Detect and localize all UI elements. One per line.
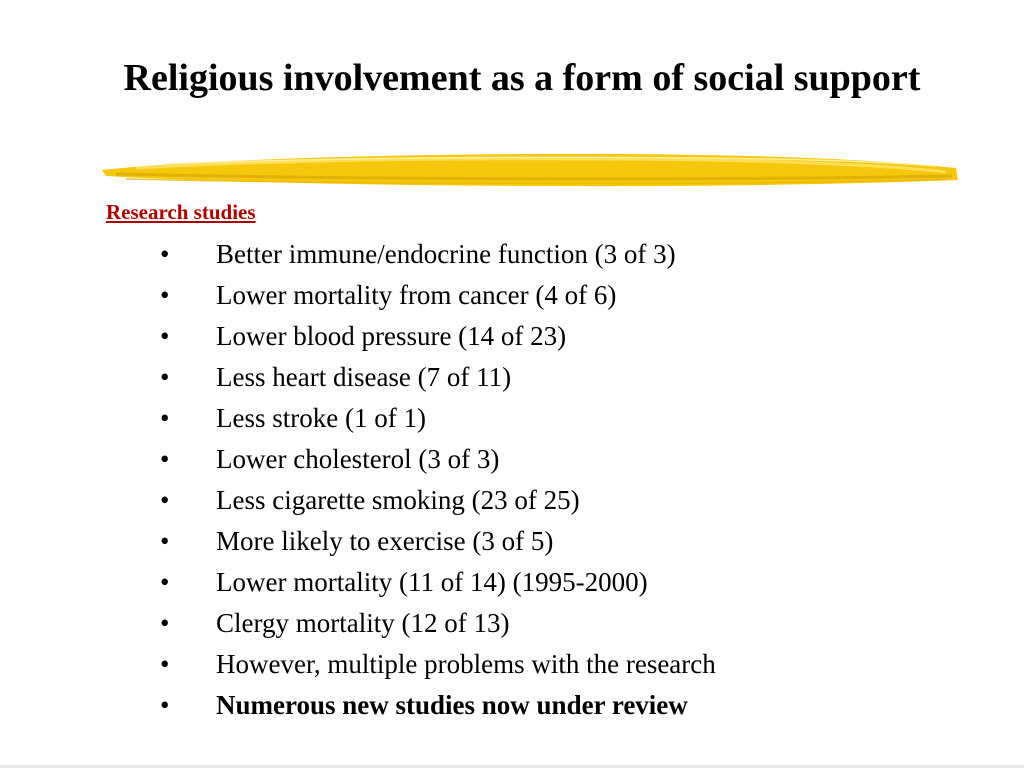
list-item-text: Less cigarette smoking (23 of 25)	[216, 485, 580, 515]
bullet-icon: •	[160, 280, 170, 310]
list-item-text: Less stroke (1 of 1)	[216, 403, 426, 433]
bullet-icon: •	[160, 485, 170, 515]
list-item	[160, 357, 716, 398]
list-item	[160, 398, 716, 439]
list-item-text: Lower blood pressure (14 of 23)	[216, 321, 567, 351]
bullet-icon: •	[160, 403, 170, 433]
bullet-icon: •	[160, 608, 170, 638]
list-item	[160, 316, 716, 357]
bullet-icon: •	[160, 526, 170, 556]
list-item-emphasized	[160, 685, 716, 726]
slide-title: Religious involvement as a form of social support	[123, 57, 921, 99]
list-item	[160, 603, 716, 644]
bullet-icon: •	[160, 690, 170, 720]
list-item-text: Lower cholesterol (3 of 3)	[216, 444, 500, 474]
bullet-icon: •	[160, 321, 170, 351]
list-item-text: Numerous new studies now under review	[216, 690, 688, 720]
list-item	[160, 439, 716, 480]
bullet-icon: •	[160, 239, 170, 269]
list-item-text: More likely to exercise (3 of 5)	[216, 526, 554, 556]
list-item-text: However, multiple problems with the research	[216, 649, 716, 679]
bullet-icon: •	[160, 362, 170, 392]
research-studies-heading: Research studies	[106, 200, 256, 224]
yellow-brush-stroke-divider	[96, 146, 962, 196]
list-item-text: Lower mortality (11 of 14) (1995-2000)	[216, 567, 648, 597]
list-item-text: Lower mortality from cancer (4 of 6)	[216, 280, 617, 310]
findings-list	[160, 234, 716, 726]
list-item	[160, 480, 716, 521]
list-item-text: Better immune/endocrine function (3 of 3)	[216, 239, 676, 269]
bullet-icon: •	[160, 444, 170, 474]
bullet-icon: •	[160, 567, 170, 597]
list-item	[160, 644, 716, 685]
list-item-text: Less heart disease (7 of 11)	[216, 362, 512, 392]
list-item-text: Clergy mortality (12 of 13)	[216, 608, 510, 638]
list-item	[160, 521, 716, 562]
list-item	[160, 275, 716, 316]
list-item	[160, 234, 716, 275]
bullet-icon: •	[160, 649, 170, 679]
list-item	[160, 562, 716, 603]
